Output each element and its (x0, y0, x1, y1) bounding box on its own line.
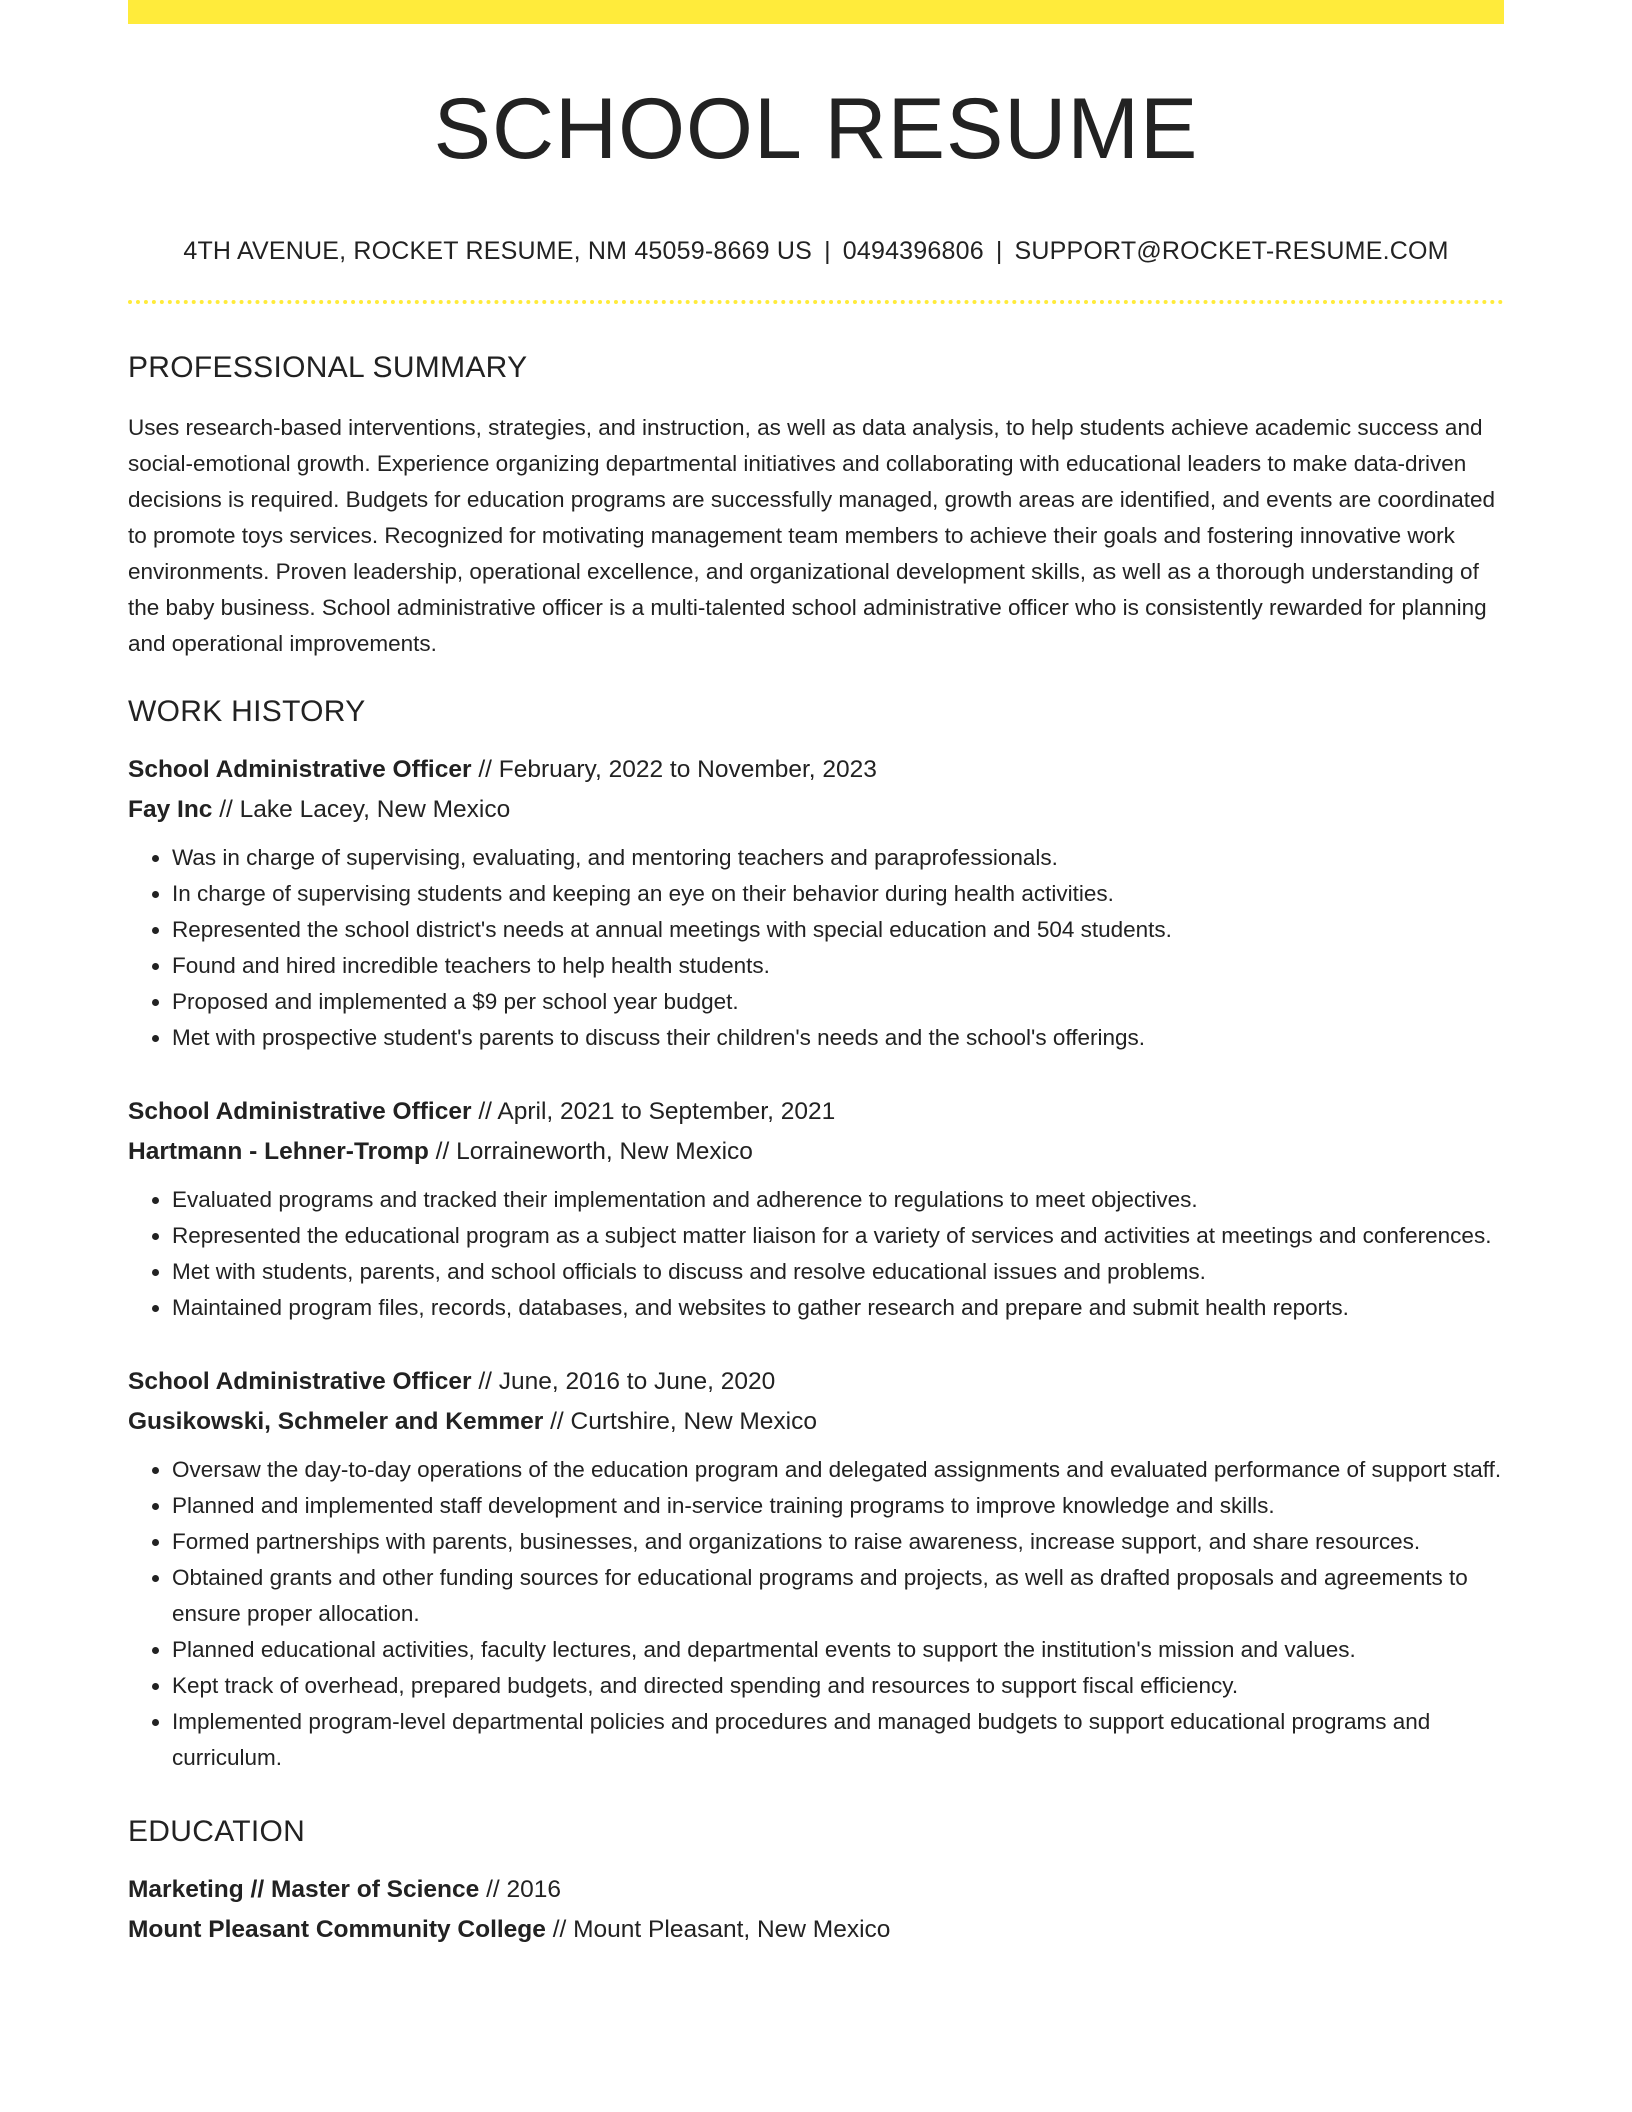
section-title-work-history: WORK HISTORY (128, 695, 366, 728)
education-entry (128, 1870, 1504, 1950)
job-bullet: • Proposed and implemented a $9 per school year budget. (172, 984, 1504, 1020)
job-role: School Administrative Officer (128, 1098, 472, 1125)
job-bullet: • Represented the educational program as a subject matter liaison for a variety of services and activities at meetings and conferences. (172, 1218, 1504, 1254)
contact-line (128, 236, 1504, 266)
job-title-line (128, 1092, 1504, 1132)
education-school-line (128, 1910, 1504, 1950)
job-role: School Administrative Officer (128, 756, 472, 783)
job-role: School Administrative Officer (128, 1368, 472, 1395)
job-company-line (128, 1132, 1504, 1172)
job-location: // Lorraineworth, New Mexico (428, 1138, 753, 1165)
job-company-line (128, 1402, 1504, 1442)
job-entry (128, 750, 1504, 1056)
job-dates: // February, 2022 to November, 2023 (471, 756, 877, 783)
job-bullet: • Formed partnerships with parents, businesses, and organizations to raise awareness, increase support, and share resources. (172, 1524, 1504, 1560)
job-location: // Lake Lacey, New Mexico (212, 796, 511, 823)
job-location: // Curtshire, New Mexico (543, 1408, 817, 1435)
job-bullet: • Planned and implemented staff development and in-service training programs to improve knowledge and skills. (172, 1488, 1504, 1524)
contact-email: SUPPORT@ROCKET-RESUME.COM (1014, 237, 1449, 265)
accent-top-bar (128, 0, 1504, 24)
job-bullet: • Was in charge of supervising, evaluating, and mentoring teachers and paraprofessionals. (172, 840, 1504, 876)
job-entry (128, 1092, 1504, 1326)
job-bullet: • Planned educational activities, faculty lectures, and departmental events to support the institution's mission and values. (172, 1632, 1504, 1668)
contact-phone: 0494396806 (842, 237, 984, 265)
education-year: // 2016 (479, 1876, 562, 1903)
section-title-education: EDUCATION (128, 1815, 306, 1848)
job-bullets (128, 1182, 1504, 1326)
education-degree-line (128, 1870, 1504, 1910)
section-title-summary: PROFESSIONAL SUMMARY (128, 351, 528, 384)
job-company-line (128, 790, 1504, 830)
job-bullet: • Evaluated programs and tracked their implementation and adherence to regulations to meet objectives. (172, 1182, 1504, 1218)
job-bullet: • Represented the school district's needs at annual meetings with special education and 504 students. (172, 912, 1504, 948)
contact-address: 4TH AVENUE, ROCKET RESUME, NM 45059-8669 US (183, 237, 813, 265)
education-degree: Marketing // Master of Science (128, 1876, 480, 1903)
job-bullet: • Kept track of overhead, prepared budgets, and directed spending and resources to support fiscal efficiency. (172, 1668, 1504, 1704)
contact-separator: | (824, 237, 831, 265)
job-bullet: • Met with students, parents, and school officials to discuss and resolve educational issues and problems. (172, 1254, 1504, 1290)
summary-text: Uses research-based interventions, strategies, and instruction, as well as data analysis, to help students achieve academic success and social-emotional growth. Experience organizing departmental initiatives and collaborating with educational leaders to make data-driven decisions is required. Budgets for education programs are successfully managed, growth areas are identified, and events are coordinated to promote toys services. Recognized for motivating management team members to achieve their goals and fostering innovative work environments. Proven leadership, operational excellence, and organizational development skills, as well as a thorough understanding of the baby business. School administrative officer is a multi-talented school administrative officer who is consistently rewarded for planning and operational improvements. (128, 415, 1496, 656)
job-dates: // June, 2016 to June, 2020 (471, 1368, 776, 1395)
job-bullet: • Obtained grants and other funding sources for educational programs and projects, as well as drafted proposals and agreements to ensure proper allocation. (172, 1560, 1504, 1632)
resume-name: SCHOOL RESUME (433, 81, 1199, 177)
job-bullet: • Maintained program files, records, databases, and websites to gather research and prepare and submit health reports. (172, 1290, 1504, 1326)
resume-page (128, 0, 1504, 1950)
job-title-line (128, 750, 1504, 790)
job-title-line (128, 1362, 1504, 1402)
job-dates: // April, 2021 to September, 2021 (471, 1098, 836, 1125)
job-company: Hartmann - Lehner-Tromp (128, 1138, 429, 1165)
job-bullet: • Implemented program-level departmental policies and procedures and managed budgets to support educational programs and curriculum. (172, 1704, 1504, 1776)
job-company: Gusikowski, Schmeler and Kemmer (128, 1408, 544, 1435)
education-school: Mount Pleasant Community College (128, 1916, 546, 1943)
job-bullet: • In charge of supervising students and keeping an eye on their behavior during health activities. (172, 876, 1504, 912)
job-bullets (128, 1452, 1504, 1776)
education-location: // Mount Pleasant, New Mexico (545, 1916, 891, 1943)
job-entry (128, 1362, 1504, 1776)
job-bullet: • Oversaw the day-to-day operations of the education program and delegated assignments and evaluated performance of support staff. (172, 1452, 1504, 1488)
job-company: Fay Inc (128, 796, 213, 823)
job-bullet: • Found and hired incredible teachers to help health students. (172, 948, 1504, 984)
job-bullet: • Met with prospective student's parents to discuss their children's needs and the school's offerings. (172, 1020, 1504, 1056)
dotted-divider (128, 300, 1504, 304)
job-bullets (128, 840, 1504, 1056)
contact-separator: | (995, 237, 1003, 265)
